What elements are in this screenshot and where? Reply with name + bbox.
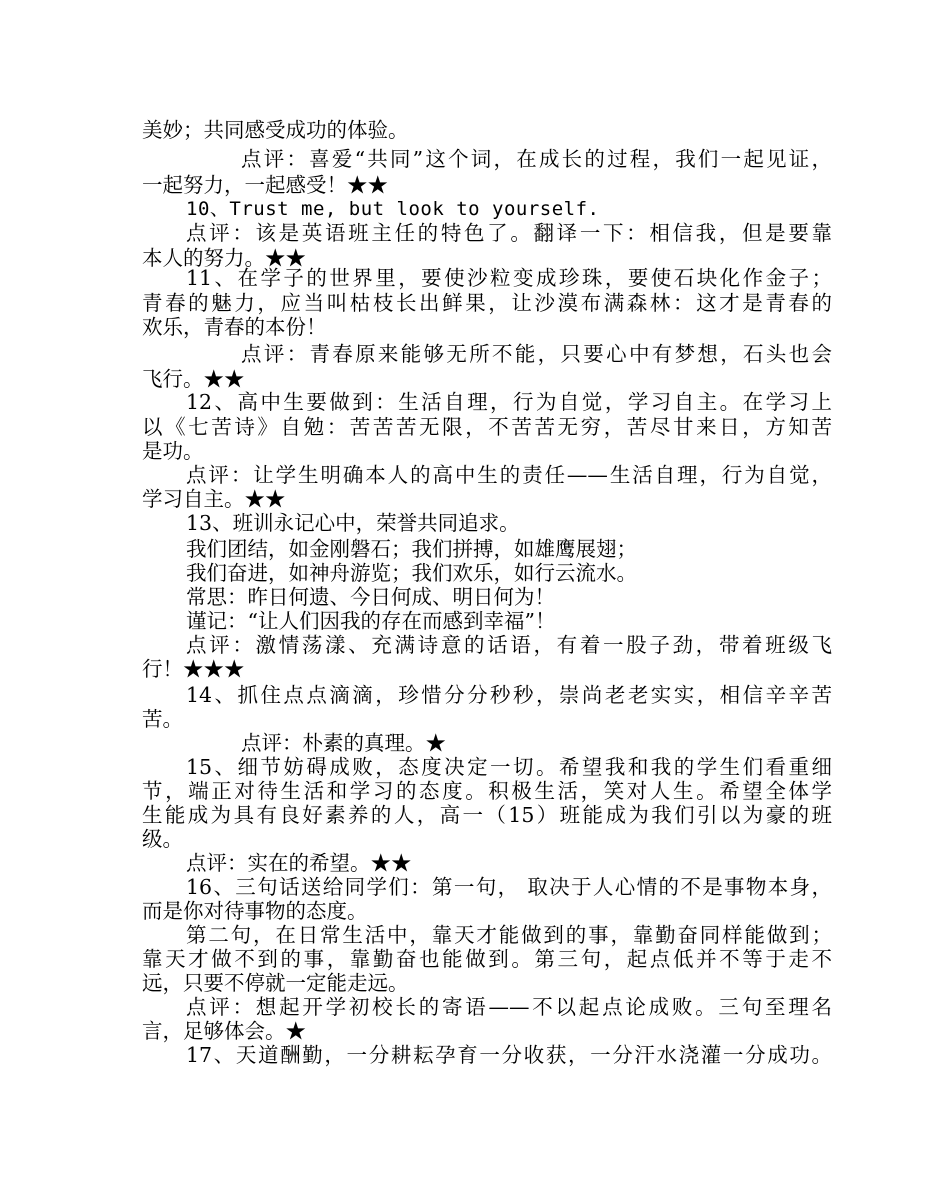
text-line: 言，足够体会。★ xyxy=(142,1019,306,1043)
text-line: 靠天才做不到的事，靠勤奋也能做到。第三句，起点低并不等于走不 xyxy=(142,947,832,971)
item-15-line: 15、细节妨碍成败，态度决定一切。希望我和我的学生们看重细 xyxy=(186,755,832,779)
item-17-line: 17、天道酬勤，一分耕耘孕育一分收获，一分汗水浇灌一分成功。 xyxy=(186,1043,832,1067)
text-line: 一起努力，一起感受！★★ xyxy=(142,173,388,197)
item-16-line: 16、三句话送给同学们：第一句， 取决于人心情的不是事物本身， xyxy=(186,875,832,899)
text-line: 欢乐，青春的本份！ xyxy=(142,315,327,339)
text-line: 飞行。★★ xyxy=(142,367,245,391)
text-line: 生能成为具有良好素养的人，高一（15）班能成为我们引以为豪的班 xyxy=(142,803,832,827)
text-line: 苦。 xyxy=(142,707,183,731)
text-line: 常思：昨日何遗、今日何成、明日何为！ xyxy=(186,585,555,609)
text-line: 我们奋进，如神舟游览；我们欢乐，如行云流水。 xyxy=(186,561,637,585)
text-line: 美妙；共同感受成功的体验。 xyxy=(142,118,409,142)
text-line: 学习自主。★★ xyxy=(142,487,286,511)
comment-line: 点评：朴素的真理。★ xyxy=(241,731,446,755)
comment-line: 点评：该是英语班主任的特色了。翻译一下：相信我，但是要靠 xyxy=(186,221,832,245)
text-line: 我们团结，如金刚磐石；我们拼搏，如雄鹰展翅； xyxy=(186,537,637,561)
text-line: 本人的努力。★★ xyxy=(142,246,306,270)
item-14-line: 14、抓住点点滴滴，珍惜分分秒秒，崇尚老老实实，相信辛辛苦 xyxy=(186,683,832,707)
text-line: 是功。 xyxy=(142,439,204,463)
text-line: 以《七苦诗》自勉：苦苦苦无限，不苦苦无穷，苦尽甘来日，方知苦 xyxy=(142,415,832,439)
text-line: 行！★★★ xyxy=(142,657,245,681)
item-13-line: 13、班训永记心中，荣誉共同追求。 xyxy=(186,511,520,535)
text-line: 级。 xyxy=(142,827,183,851)
text-line: 远，只要不停就一定能走远。 xyxy=(142,971,409,995)
item-10-line: 10、Trust me, but look to yourself. xyxy=(186,198,600,220)
item-11-line: 11、在学子的世界里，要使沙粒变成珍珠，要使石块化作金子； xyxy=(186,266,832,290)
comment-line: 点评：青春原来能够无所不能，只要心中有梦想，石头也会 xyxy=(241,342,832,366)
text-line: 第二句，在日常生活中，靠天才能做到的事，靠勤奋同样能做到； xyxy=(186,923,832,947)
text-line: 而是你对待事物的态度。 xyxy=(142,899,368,923)
comment-line: 点评：喜爱“共同”这个词，在成长的过程，我们一起见证， xyxy=(241,147,832,171)
text-line: 谨记：“让人们因我的存在而感到幸福”！ xyxy=(186,609,556,633)
comment-line: 点评：让学生明确本人的高中生的责任——生活自理，行为自觉， xyxy=(186,463,832,487)
comment-line: 点评：想起开学初校长的寄语——不以起点论成败。三句至理名 xyxy=(186,995,832,1019)
comment-line: 点评：实在的希望。★★ xyxy=(186,851,412,875)
item-12-line: 12、高中生要做到：生活自理，行为自觉，学习自主。在学习上 xyxy=(186,390,832,414)
text-line: 青春的魅力，应当叫枯枝长出鲜果，让沙漠布满森林：这才是青春的 xyxy=(142,291,832,315)
comment-line: 点评：激情荡漾、充满诗意的话语，有着一股子劲，带着班级飞 xyxy=(186,633,832,657)
text-line: 节，端正对待生活和学习的态度。积极生活，笑对人生。希望全体学 xyxy=(142,779,832,803)
